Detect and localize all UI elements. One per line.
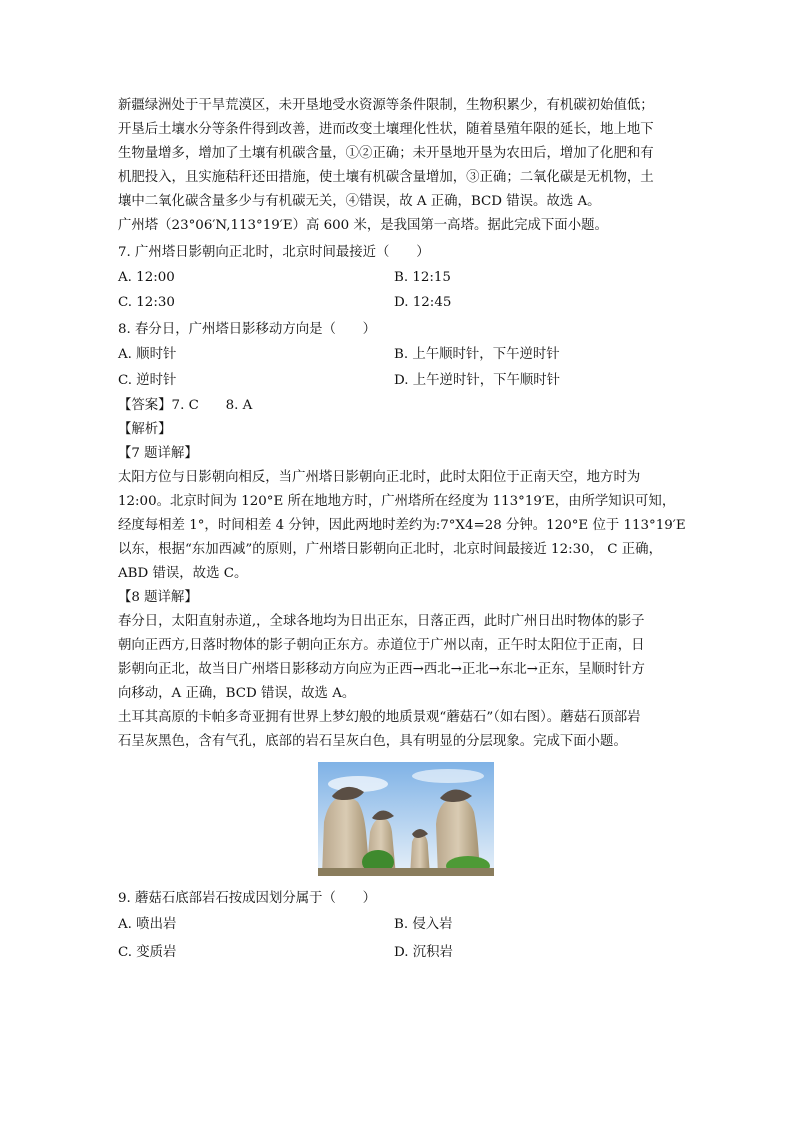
text-line: 机肥投入，且实施秸秆还田措施，使土壤有机碳含量增加，③正确；二氧化碳是无机物，土: [118, 170, 654, 185]
text-line: 太阳方位与日影朝向相反，当广州塔日影朝向正北时，此时太阳位于正南天空，地方时为: [118, 470, 641, 485]
q7-detail-label: 【7 题详解】: [118, 446, 198, 461]
option-c: C. 变质岩: [118, 945, 177, 960]
text-line: 开垦后土壤水分等条件得到改善，进而改变土壤理化性状，随着垦殖年限的延长，地上地下: [118, 122, 654, 137]
question-stem: 8. 春分日，广州塔日影移动方向是（ ）: [118, 322, 377, 337]
question-8: [118, 317, 680, 394]
text-line: 经度每相差 1°，时间相差 4 分钟，因此两地时差约为:7°X4=28 分钟。120°E 位于 113°19′E: [118, 518, 686, 533]
q8-detail: [118, 610, 680, 706]
options-row: [118, 368, 680, 394]
option-b: B. 12:15: [394, 270, 451, 285]
mushroom-intro: [118, 706, 680, 754]
options-row: [118, 265, 680, 290]
text-line: 生物量增多，增加了土壤有机碳含量，①②正确；未开垦地开垦为农田后，增加了化肥和有: [118, 146, 654, 161]
text-line: 12:00。北京时间为 120°E 所在地地方时，广州塔所在经度为 113°19′E，由所学知识可知，: [118, 494, 676, 509]
option-a: A. 12:00: [118, 270, 175, 285]
option-d: D. 上午逆时针，下午顺时针: [394, 373, 561, 388]
options-row: [118, 939, 680, 967]
option-a: A. 喷出岩: [118, 917, 177, 932]
text-line: 新疆绿洲处于干旱荒漠区，未开垦地受水资源等条件限制，生物积累少，有机碳初始值低；: [118, 98, 654, 113]
tower-intro: 广州塔（23°06′N,113°19′E）高 600 米，是我国第一高塔。据此完成下面小题。: [118, 218, 608, 233]
option-a: A. 顺时针: [118, 347, 177, 362]
mushroom-rock-photo: [318, 762, 494, 876]
option-d: D. 12:45: [394, 295, 452, 310]
text-line: 壤中二氧化碳含量多少与有机碳无关，④错误，故 A 正确，BCD 错误。故选 A。: [118, 194, 601, 209]
q7-detail: [118, 466, 686, 586]
question-9: [118, 886, 680, 967]
text-line: 影朝向正北，故当日广州塔日影移动方向应为正西→西北→正北→东北→正东，呈顺时针方: [118, 662, 645, 677]
text-line: 朝向正西方,日落时物体的影子朝向正东方。赤道位于广州以南，正午时太阳位于正南，日: [118, 638, 645, 653]
options-row: [118, 290, 680, 315]
previous-explanation: [118, 94, 680, 214]
mushroom-rock-illustration: [318, 762, 494, 876]
options-row: [118, 911, 680, 939]
text-line: 以东，根据“东加西减”的原则，广州塔日影朝向正北时，北京时间最接近 12:30， C 正确，: [118, 542, 662, 557]
option-b: B. 上午顺时针，下午逆时针: [394, 347, 560, 362]
text-line: 石呈灰黑色，含有气孔，底部的岩石呈灰白色，具有明显的分层现象。完成下面小题。: [118, 734, 627, 749]
analysis-label: 【解析】: [118, 422, 172, 437]
option-c: C. 12:30: [118, 295, 175, 310]
text-line: 向移动，A 正确，BCD 错误，故选 A。: [118, 686, 356, 701]
question-stem: 9. 蘑菇石底部岩石按成因划分属于（ ）: [118, 891, 377, 906]
text-line: 土耳其高原的卡帕多奇亚拥有世界上梦幻般的地质景观“蘑菇石”（如右图）。蘑菇石顶部岩: [118, 710, 641, 725]
answer-line: 【答案】7. C 8. A: [118, 398, 253, 413]
question-stem: 7. 广州塔日影朝向正北时，北京时间最接近（ ）: [118, 245, 430, 260]
document-page: [118, 94, 686, 967]
option-b: B. 侵入岩: [394, 917, 453, 932]
option-c: C. 逆时针: [118, 373, 177, 388]
options-row: [118, 342, 680, 368]
text-line: ABD 错误，故选 C。: [118, 566, 248, 581]
text-line: 春分日，太阳直射赤道,，全球各地均为日出正东，日落正西，此时广州日出时物体的影子: [118, 614, 645, 629]
q8-detail-label: 【8 题详解】: [118, 590, 198, 605]
option-d: D. 沉积岩: [394, 945, 453, 960]
question-7: [118, 240, 680, 315]
